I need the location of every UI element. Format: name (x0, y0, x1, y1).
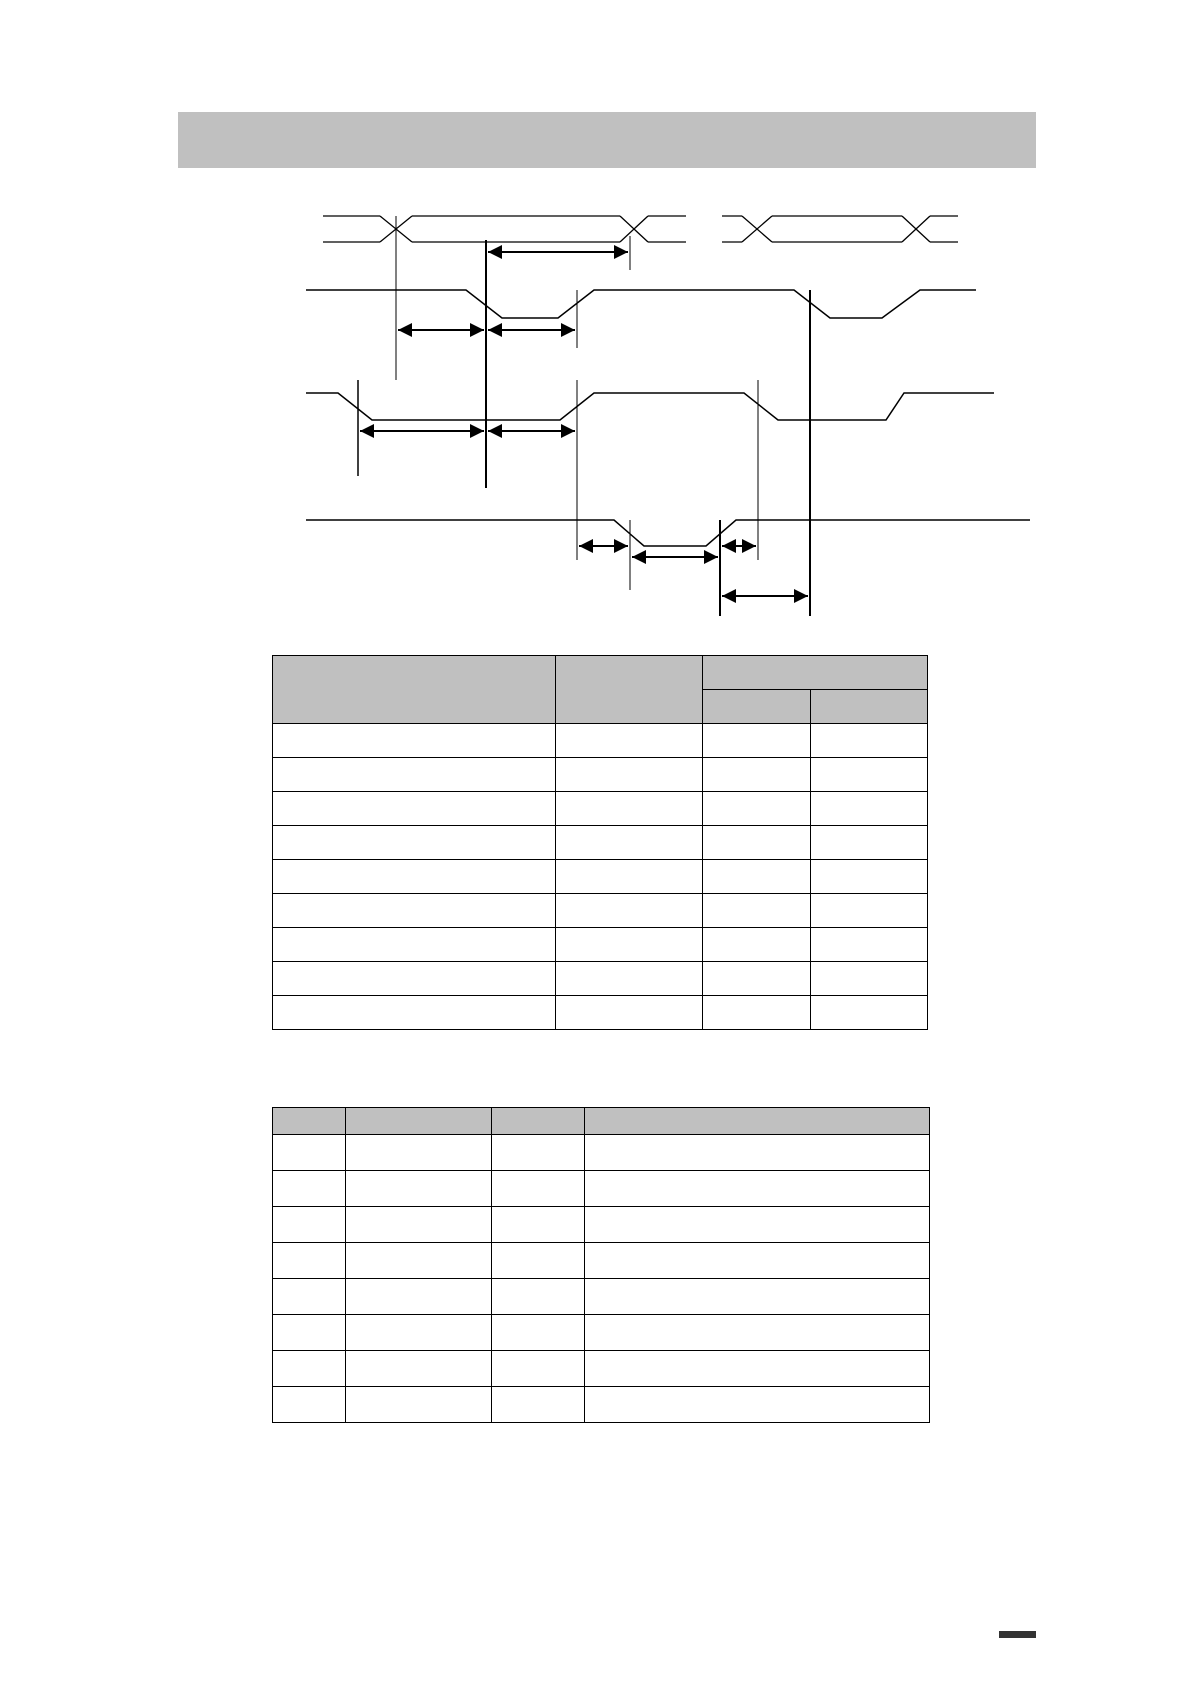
column-header (585, 1108, 930, 1135)
table-cell (346, 1135, 492, 1171)
table-cell (811, 860, 928, 894)
reference-lines (358, 216, 810, 616)
table-cell (702, 792, 810, 826)
table-cell (346, 1387, 492, 1423)
table-cell (585, 1387, 930, 1423)
max-header (811, 690, 928, 724)
table-cell (585, 1279, 930, 1315)
table-cell (273, 962, 556, 996)
signal-4-waveform (306, 520, 1030, 546)
table-cell (492, 1171, 585, 1207)
table-cell (585, 1351, 930, 1387)
table-row (273, 1171, 930, 1207)
table-row (273, 826, 928, 860)
column-header (346, 1108, 492, 1135)
column-header (273, 1108, 346, 1135)
table-row (273, 894, 928, 928)
table-cell (702, 758, 810, 792)
column-header (492, 1108, 585, 1135)
value-group-header (702, 656, 927, 690)
table-row (273, 1207, 930, 1243)
table-cell (556, 860, 703, 894)
table-cell (273, 724, 556, 758)
table-cell (273, 996, 556, 1030)
table-cell (273, 1135, 346, 1171)
table-cell (702, 894, 810, 928)
table-cell (273, 826, 556, 860)
table-cell (702, 996, 810, 1030)
table-row (273, 996, 928, 1030)
bus-signal-waveform (323, 216, 958, 242)
table-cell (585, 1243, 930, 1279)
table-cell (585, 1135, 930, 1171)
table-cell (556, 962, 703, 996)
table-cell (273, 1279, 346, 1315)
table-cell (346, 1351, 492, 1387)
table-cell (556, 894, 703, 928)
table-cell (585, 1315, 930, 1351)
signal-3-waveform (306, 393, 994, 420)
table-cell (811, 962, 928, 996)
table-cell (556, 724, 703, 758)
signal-2-waveform (306, 290, 976, 318)
table-row (273, 724, 928, 758)
table-cell (346, 1171, 492, 1207)
table-cell (702, 928, 810, 962)
table-cell (346, 1279, 492, 1315)
table-cell (273, 1387, 346, 1423)
table-cell (492, 1279, 585, 1315)
table-cell (702, 826, 810, 860)
table-cell (273, 792, 556, 826)
table-row (273, 1279, 930, 1315)
table-cell (556, 758, 703, 792)
table-cell (811, 996, 928, 1030)
table-cell (492, 1315, 585, 1351)
table-cell (811, 758, 928, 792)
table-row (273, 792, 928, 826)
table-row (273, 1351, 930, 1387)
table-row (273, 1387, 930, 1423)
table-cell (492, 1207, 585, 1243)
table-cell (811, 928, 928, 962)
table-cell (273, 894, 556, 928)
table-cell (492, 1387, 585, 1423)
table-cell (556, 996, 703, 1030)
table-cell (492, 1243, 585, 1279)
table-cell (556, 928, 703, 962)
table-cell (273, 1351, 346, 1387)
table-cell (492, 1135, 585, 1171)
table-cell (702, 860, 810, 894)
timing-arrows (360, 252, 808, 596)
table-cell (585, 1207, 930, 1243)
table-cell (346, 1243, 492, 1279)
table-cell (811, 792, 928, 826)
table-cell (273, 1207, 346, 1243)
timing-diagram (0, 0, 1191, 640)
table-cell (811, 826, 928, 860)
table-row (273, 1315, 930, 1351)
table-cell (273, 1243, 346, 1279)
table-row (273, 1135, 930, 1171)
pin-description-table (272, 1107, 930, 1423)
symbol-header (556, 656, 703, 724)
table-row (273, 1243, 930, 1279)
table-cell (585, 1171, 930, 1207)
table-row (273, 928, 928, 962)
timing-spec-table (272, 655, 928, 1030)
table-cell (492, 1351, 585, 1387)
table-cell (346, 1207, 492, 1243)
table-cell (273, 860, 556, 894)
table-cell (273, 758, 556, 792)
table-cell (702, 962, 810, 996)
parameter-header (273, 656, 556, 724)
page-number-bar (999, 1631, 1036, 1638)
table-cell (273, 1315, 346, 1351)
table-cell (556, 792, 703, 826)
table-cell (811, 894, 928, 928)
table-cell (702, 724, 810, 758)
min-header (702, 690, 810, 724)
table-row (273, 962, 928, 996)
table-row (273, 860, 928, 894)
table-cell (346, 1315, 492, 1351)
table-cell (273, 1171, 346, 1207)
table-row (273, 758, 928, 792)
table-cell (273, 928, 556, 962)
table-cell (811, 724, 928, 758)
table-cell (556, 826, 703, 860)
